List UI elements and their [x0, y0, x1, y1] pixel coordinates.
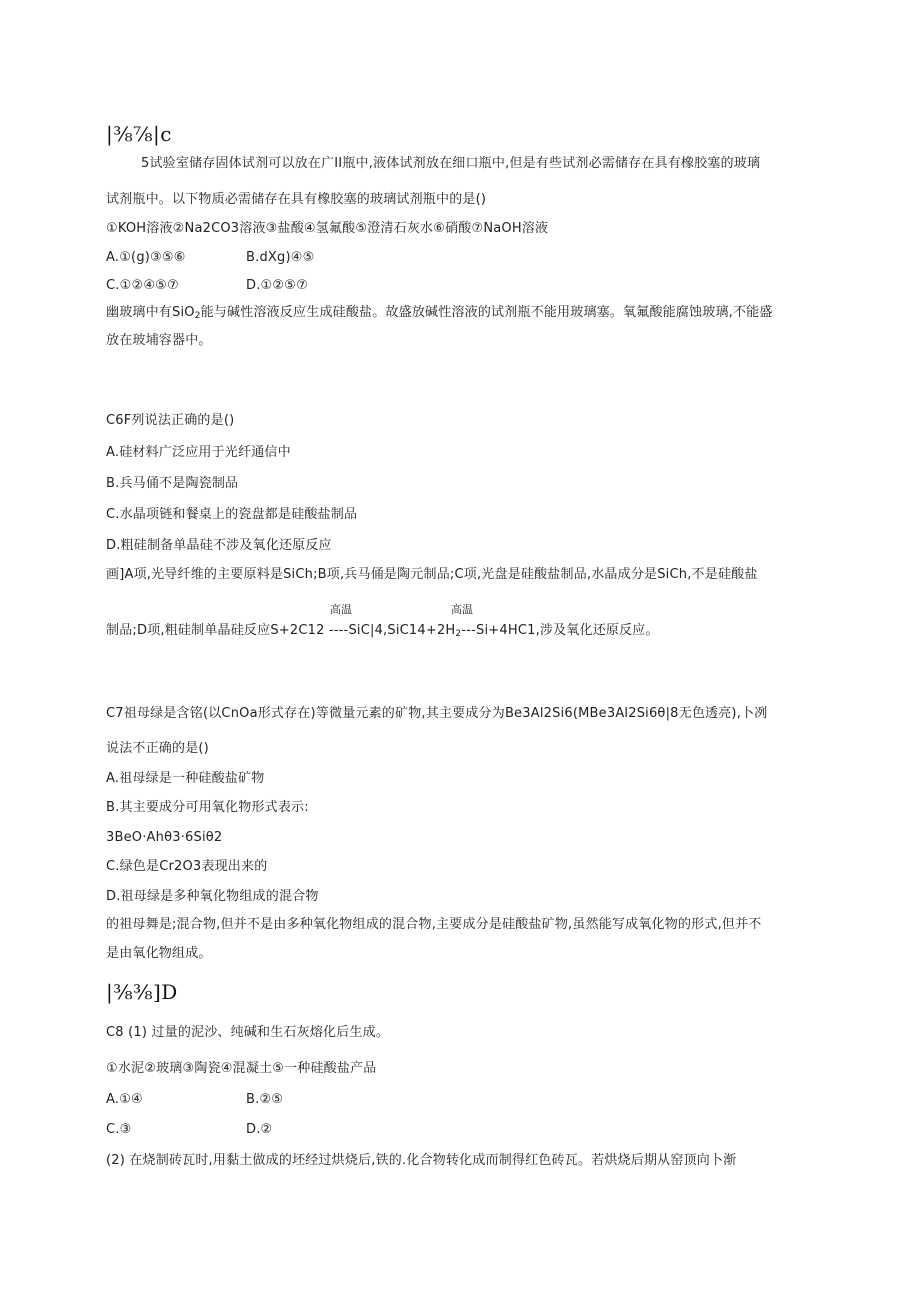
- q8-part1: C8 (1) 过量的泥沙、纯碱和生石灰熔化后生成。: [106, 1025, 390, 1040]
- q5-explanation-line2: 放在玻埔容器中。: [106, 333, 212, 348]
- q5-explanation-line1: [106, 305, 773, 321]
- q6-explanation-line1: 画]A项,光导纤维的主要原料是SiCh;B项,兵马俑是陶元制品;C项,光盘是硅酸盐制品,水晶成分是SiCh,不是硅酸盐: [106, 567, 758, 582]
- q7-stem-line2: 说法不正确的是(): [106, 741, 209, 756]
- q6-option-b: B.兵马俑不是陶瓷制品: [106, 476, 239, 491]
- q6-option-c: C.水晶项链和餐桌上的瓷盘都是硅酸盐制品: [106, 507, 358, 522]
- q6-expl-pre: 制品;D项,粗硅制单晶硅反应S+2C12 ----SiC|4,SiC14+2H: [106, 623, 456, 638]
- q7-stem-line1: C7祖母绿是含铭(以CnOa形式存在)等微量元素的矿物,其主要成分为Be3Al2Si6(MBe3Al2Si6θ|8无色透亮),卜冽: [106, 706, 768, 721]
- q6-stem: C6F列说法正确的是(): [106, 413, 235, 428]
- q5-option-b: B.dXg)④⑤: [246, 250, 315, 265]
- q7-option-b: B.其主要成分可用氧化物形式表示:: [106, 800, 309, 815]
- q6-option-a: A.硅材料广泛应用于光纤通信中: [106, 445, 291, 460]
- answer-mark-q5: |⅜⅞|c: [106, 122, 172, 146]
- q5-stem-line2: 试剂瓶中。以下物质必需储存在具有橡胶塞的玻璃试剂瓶中的是(): [106, 192, 487, 207]
- answer-mark-q7: |⅜⅜]D: [106, 980, 178, 1004]
- q5-expl-sub: 2: [194, 311, 201, 321]
- reaction-condition-1: 高温: [330, 603, 352, 616]
- q6-explanation-line2: [106, 623, 659, 639]
- q6-option-d: D.粗硅制备单晶硅不涉及氧化还原反应: [106, 538, 332, 553]
- q7-option-d: D.祖母绿是多种氧化物组成的混合物: [106, 889, 319, 904]
- q5-stem-line1: 5试验室储存固体试剂可以放在广II瓶中,液体试剂放在细口瓶中,但是有些试剂必需储存在具有橡胶塞的玻璃: [141, 156, 761, 171]
- q5-option-c: C.①②④⑤⑦: [106, 278, 179, 293]
- q8-items: ①水泥②玻璃③陶瓷④混凝土⑤一种硅酸盐产品: [106, 1061, 377, 1076]
- q7-option-c: C.绿色是Cr2O3表现出来的: [106, 859, 268, 874]
- q7-explanation-line2: 是由氧化物组成。: [106, 946, 212, 961]
- q8-option-d: D.②: [246, 1122, 273, 1137]
- q5-expl-pre: 幽玻璃中有SiO: [106, 305, 195, 320]
- q5-option-d: D.①②⑤⑦: [246, 278, 308, 293]
- q5-items: ①KOH溶液②Na2CO3溶液③盐酸④氢氟酸⑤澄清石灰水⑥硝酸⑦NaOH溶液: [106, 221, 549, 236]
- q5-expl-post: 能与碱性溶液反应生成硅酸盐。故盛放碱性溶液的试剂瓶不能用玻璃塞。氧氟酸能腐蚀玻璃,不能盛: [200, 305, 773, 320]
- q8-option-c: C.③: [106, 1122, 132, 1137]
- q8-option-b: B.②⑤: [246, 1092, 284, 1107]
- reaction-condition-2: 高温: [451, 603, 473, 616]
- q6-expl-post: ---Si+4HC1,涉及氧化还原反应。: [461, 623, 659, 638]
- q7-explanation-line1: 的祖母舞是;混合物,但并不是由多种氧化物组成的混合物,主要成分是硅酸盐矿物,虽然能写成氧化物的形式,但并不: [106, 917, 762, 932]
- q8-part2: (2) 在烧制砖瓦时,用黏土做成的坯经过烘烧后,铁的.化合物转化成而制得红色砖瓦。若烘烧后期从窑顶向卜渐: [106, 1153, 737, 1168]
- q7-option-a: A.祖母绿是一种硅酸盐矿物: [106, 771, 265, 786]
- q7-formula: 3BeO·Ahθ3·6Siθ2: [106, 830, 223, 845]
- q8-option-a: A.①④: [106, 1092, 143, 1107]
- q5-option-a: A.①(g)③⑤⑥: [106, 250, 186, 265]
- q6-expl-sub: 2: [455, 629, 462, 639]
